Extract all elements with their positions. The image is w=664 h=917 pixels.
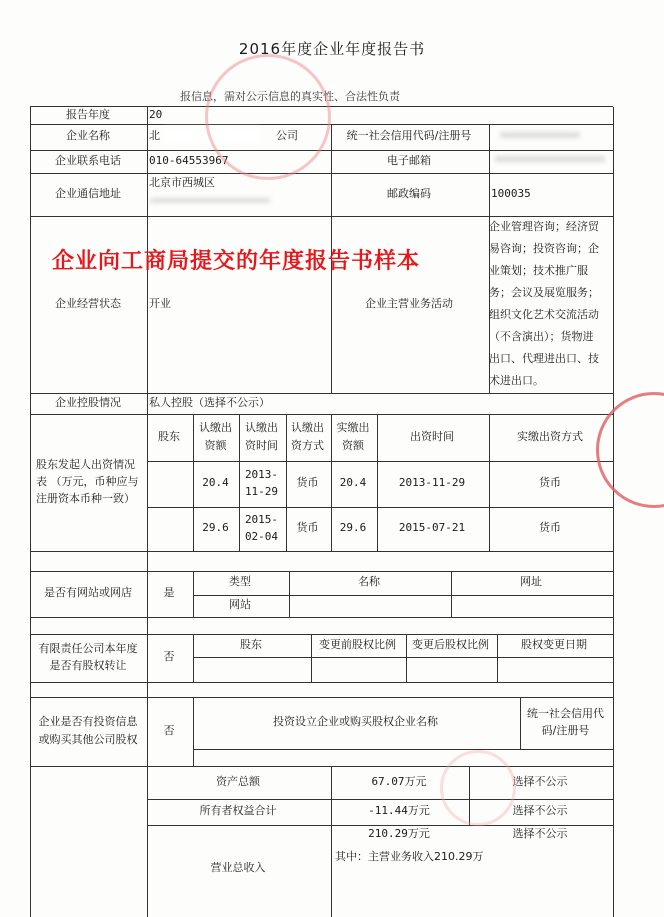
table-row: 2013-11-29 <box>398 476 466 490</box>
revenue-label: 营业总收入 <box>210 861 266 875</box>
table-row: 2015-07-21 <box>398 521 466 535</box>
company-name-value-end: 公司 <box>276 129 298 143</box>
col-subscribed-method: 认缴出 资方式 <box>291 421 324 452</box>
report-year-label: 报告年度 <box>66 107 110 121</box>
table-row: 货币 <box>539 476 561 490</box>
table-row: 2013- 11-29 <box>244 467 279 498</box>
table-row: 货币 <box>296 521 319 535</box>
main-business-label: 企业主营业务活动 <box>365 296 453 310</box>
equity-col-shareholder: 股东 <box>240 637 262 651</box>
table-row: 货币 <box>539 521 561 535</box>
equity-col-before: 变更前股权比例 <box>319 637 396 651</box>
website-label: 是否有网站或网店 <box>44 586 132 600</box>
company-name-label: 企业名称 <box>66 129 110 143</box>
postal-label: 邮政编码 <box>387 186 431 200</box>
revenue-value: 210.29万元 <box>368 827 430 841</box>
table-row: 29.6 <box>202 521 229 535</box>
status-label: 企业经营状态 <box>55 296 121 310</box>
col-paid-amount: 实缴出 资额 <box>336 421 370 452</box>
table-row: 2015- 02-04 <box>244 512 279 543</box>
address-value: 北京市西城区 <box>149 176 215 190</box>
website-value: 是 <box>163 586 175 600</box>
investment-value: 否 <box>163 723 175 737</box>
report-year-value: 20 <box>149 107 163 121</box>
redaction <box>150 198 270 203</box>
table-row: 货币 <box>296 476 319 490</box>
document-title: 2016年度企业年度报告书 <box>238 40 426 58</box>
sample-watermark: 企业向工商局提交的年度报告书样本 <box>52 249 421 274</box>
website-row-type: 网站 <box>229 598 251 612</box>
table-row: 20.4 <box>202 476 229 490</box>
equity-transfer-label: 有限责任公司本年度 是否有股权转让 <box>38 641 138 672</box>
table-row: 29.6 <box>339 521 367 535</box>
revenue-sub: 其中：主营业务收入210.29万 <box>335 850 484 864</box>
total-assets-label: 资产总额 <box>216 774 260 788</box>
equity-total-note: 选择不公示 <box>512 804 568 818</box>
website-col-name: 名称 <box>358 575 380 589</box>
col-subscribed-amount: 认缴出 资额 <box>199 421 232 452</box>
redaction <box>500 132 580 138</box>
investment-label: 企业是否有投资信息 或购买其他公司股权 <box>38 715 138 746</box>
table-row: 20.4 <box>339 476 367 490</box>
status-value: 开业 <box>149 296 171 310</box>
col-subscribed-time: 认缴出 资时间 <box>245 421 278 452</box>
email-label: 电子邮箱 <box>387 153 431 167</box>
equity-total-value: -11.44万元 <box>368 804 430 818</box>
website-col-type: 类型 <box>229 575 251 589</box>
address-label: 企业通信地址 <box>55 186 121 200</box>
disclosure-notice: 报信息，需对公示信息的真实性、合法性负责 <box>180 90 400 103</box>
control-label: 企业控股情况 <box>55 395 121 409</box>
col-shareholder: 股东 <box>158 429 180 443</box>
total-assets-value: 67.07万元 <box>371 774 427 788</box>
total-assets-note: 选择不公示 <box>512 774 568 788</box>
equity-transfer-value: 否 <box>163 650 175 664</box>
website-col-url: 网址 <box>520 575 542 589</box>
shareholders-section-label: 股东发起人出资情况 表 （万元，币种应与 注册资本币种一致） <box>36 457 139 506</box>
equity-total-label: 所有者权益合计 <box>199 804 277 818</box>
seal-stamp <box>205 54 331 180</box>
investment-col-company: 投资设立企业或购买股权企业名称 <box>273 715 438 729</box>
revenue-note: 选择不公示 <box>512 827 568 841</box>
phone-label: 企业联系电话 <box>55 153 121 167</box>
col-paid-method: 实缴出资方式 <box>517 429 583 443</box>
company-name-value-start: 北 <box>149 129 160 143</box>
main-business-value: 企业管理咨询；经济贸 易咨询；投资咨询；企 业策划；技术推广服 务；会议及展览服务； 组织文化艺术交流活动 （不含演出）；货物进 出口、代理进出口、技 术进出口。 <box>489 220 599 387</box>
control-value: 私人控股（选择不公示） <box>149 395 270 409</box>
investment-col-code: 统一社会信用代 码/注册号 <box>527 706 604 737</box>
seal-stamp <box>440 750 516 826</box>
credit-code-label: 统一社会信用代码/注册号 <box>346 129 472 143</box>
equity-col-date: 股权变更日期 <box>521 637 587 651</box>
redaction <box>495 156 605 162</box>
phone-value: 010-64553967 <box>149 153 229 167</box>
equity-col-after: 变更后股权比例 <box>412 637 489 651</box>
col-paid-time: 出资时间 <box>410 429 454 443</box>
postal-value: 100035 <box>491 186 531 200</box>
